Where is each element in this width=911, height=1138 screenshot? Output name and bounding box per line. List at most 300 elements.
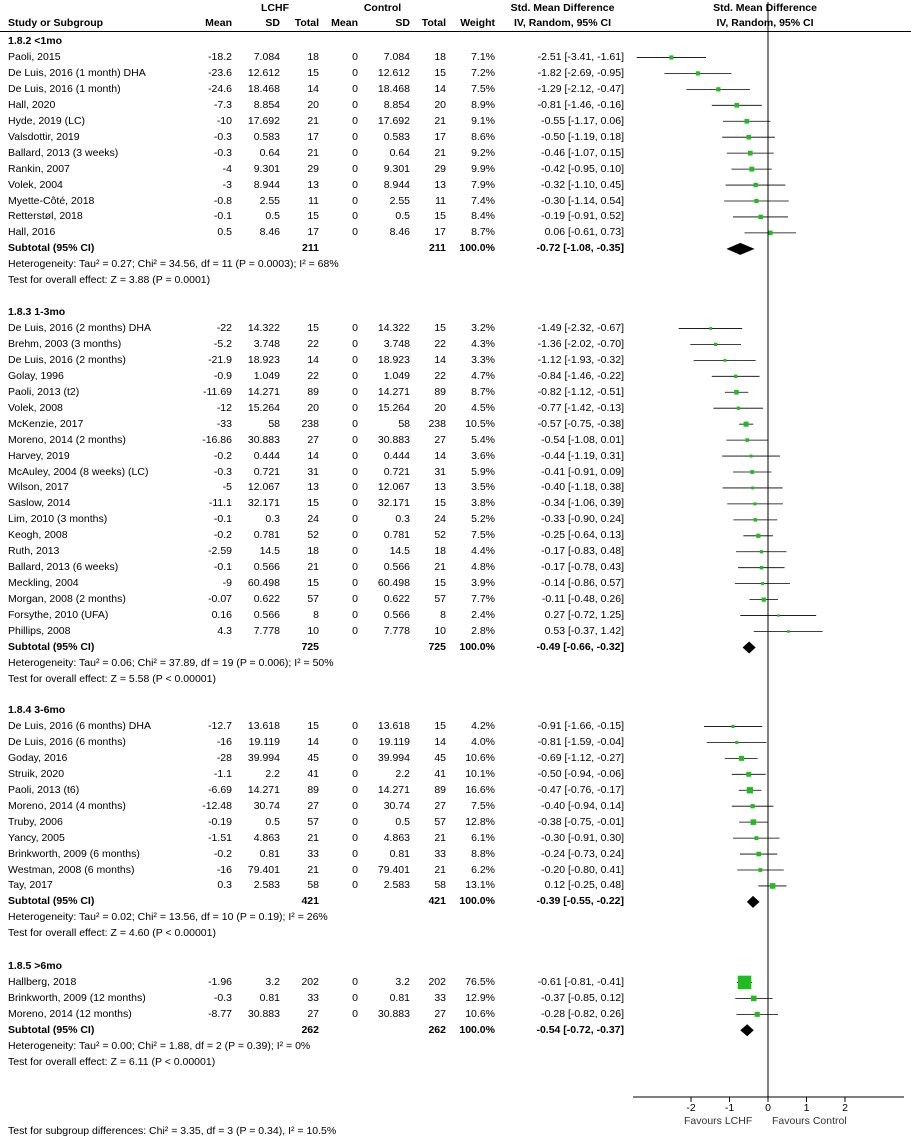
point-estimate <box>744 119 749 124</box>
study-weight: 4.3% <box>471 337 495 350</box>
study-n1: 15 <box>307 66 319 79</box>
study-ci-text: 0.53 [-0.37, 1.42] <box>544 625 624 637</box>
x-tick-label: -1 <box>724 1102 735 1114</box>
study-m1: -16 <box>216 863 232 876</box>
study-sd1: 9.301 <box>253 162 280 175</box>
study-sd1: 2.2 <box>265 767 280 780</box>
study-ci-text: -0.37 [-0.85, 0.12] <box>541 991 624 1004</box>
study-sd2: 2.2 <box>395 767 410 780</box>
header-weight: Weight <box>460 17 495 29</box>
study-n1: 238 <box>301 417 319 430</box>
study-ci-text: -1.12 [-1.93, -0.32] <box>537 353 624 366</box>
study-m2: 0 <box>352 783 358 796</box>
study-n1: 21 <box>307 114 319 127</box>
study-n2: 21 <box>434 146 446 159</box>
header-total-lchf: Total <box>294 17 319 29</box>
study-ci-text: -0.17 [-0.78, 0.43] <box>541 561 624 574</box>
study-sd1: 60.498 <box>247 577 280 590</box>
study-n2: 15 <box>434 719 446 732</box>
study-ci-text: -1.82 [-2.69, -0.95] <box>537 66 624 79</box>
study-ci-text: -0.84 [-1.46, -0.22] <box>537 369 624 382</box>
study-sd2: 8.854 <box>383 98 410 111</box>
study-m2: 0 <box>352 751 358 764</box>
study-sd2: 3.748 <box>383 337 410 350</box>
study-weight: 2.4% <box>471 609 495 622</box>
header-control: Control <box>363 2 402 14</box>
study-n1: 21 <box>307 561 319 574</box>
study-sd1: 0.721 <box>253 465 280 478</box>
subtotal-diamond <box>740 1024 753 1036</box>
study-m2: 0 <box>352 178 358 191</box>
study-sd1: 12.067 <box>247 481 280 494</box>
study-sd1: 0.781 <box>253 529 280 542</box>
overall-effect-text: Test for overall effect: Z = 3.88 (P = 0.0001) <box>8 274 211 287</box>
study-n2: 58 <box>434 879 446 892</box>
study-sd2: 0.781 <box>383 529 410 542</box>
study-weight: 9.1% <box>471 114 495 127</box>
study-m1: -0.1 <box>213 513 232 526</box>
study-n2: 14 <box>434 353 446 366</box>
study-n2: 27 <box>434 1007 446 1020</box>
study-sd2: 0.5 <box>395 210 410 223</box>
study-n1: 15 <box>307 719 319 732</box>
study-sd1: 0.5 <box>265 210 280 223</box>
study-n1: 22 <box>307 337 319 350</box>
study-sd1: 0.64 <box>259 146 280 159</box>
study-n2: 13 <box>434 178 446 191</box>
study-m1: 4.3 <box>217 625 232 637</box>
study-weight: 7.1% <box>471 50 495 63</box>
study-n1: 27 <box>307 799 319 812</box>
study-m2: 0 <box>352 799 358 812</box>
study-weight: 3.2% <box>471 321 495 334</box>
study-ci-text: -0.25 [-0.64, 0.13] <box>541 529 624 542</box>
study-name: Brinkworth, 2009 (6 months) <box>8 847 140 860</box>
subtotal-label: Subtotal (95% CI) <box>8 242 95 255</box>
study-n1: 10 <box>307 625 319 637</box>
study-name: Myette-Côté, 2018 <box>8 194 95 207</box>
point-estimate <box>754 183 758 187</box>
study-m1: -0.8 <box>213 194 232 207</box>
study-n2: 20 <box>434 401 446 414</box>
study-sd2: 15.264 <box>377 401 410 414</box>
point-estimate <box>760 550 763 553</box>
study-n1: 18 <box>307 50 319 63</box>
study-ci-text: -1.36 [-2.02, -0.70] <box>537 337 624 350</box>
study-sd1: 8.46 <box>259 226 280 239</box>
study-n1: 21 <box>307 831 319 844</box>
study-m2: 0 <box>352 719 358 732</box>
study-sd1: 0.5 <box>265 815 280 828</box>
study-ci-text: -0.69 [-1.12, -0.27] <box>537 751 624 764</box>
study-weight: 5.9% <box>471 465 495 478</box>
study-ci-text: -0.30 [-1.14, 0.54] <box>541 194 624 207</box>
study-weight: 4.8% <box>471 561 495 574</box>
study-m2: 0 <box>352 545 358 558</box>
study-n1: 27 <box>307 1007 319 1020</box>
study-weight: 10.1% <box>465 767 495 780</box>
study-sd2: 0.5 <box>395 815 410 828</box>
study-n2: 52 <box>434 529 446 542</box>
study-m2: 0 <box>352 593 358 606</box>
study-sd1: 79.401 <box>247 863 280 876</box>
study-n1: 21 <box>307 146 319 159</box>
heterogeneity-text: Heterogeneity: Tau² = 0.02; Chi² = 13.56, df = 10 (P = 0.19); I² = 26% <box>8 911 328 924</box>
study-name: Tay, 2017 <box>8 879 53 892</box>
study-n2: 27 <box>434 433 446 446</box>
study-m2: 0 <box>352 98 358 111</box>
study-weight: 7.4% <box>471 194 495 207</box>
study-n2: 57 <box>434 593 446 606</box>
study-n2: 33 <box>434 991 446 1004</box>
study-ci-text: -0.38 [-0.75, -0.01] <box>537 815 624 828</box>
study-m1: 0.3 <box>217 879 232 892</box>
point-estimate <box>761 582 764 585</box>
study-sd2: 30.74 <box>383 799 410 812</box>
study-sd1: 58 <box>268 417 280 430</box>
study-n1: 89 <box>307 385 319 398</box>
study-sd2: 0.64 <box>389 146 410 159</box>
study-n2: 24 <box>434 513 446 526</box>
study-sd1: 0.583 <box>253 130 280 143</box>
point-estimate <box>746 135 751 140</box>
study-sd2: 9.301 <box>383 162 410 175</box>
study-n2: 20 <box>434 98 446 111</box>
study-m1: 0.5 <box>217 226 232 239</box>
point-estimate <box>714 343 717 346</box>
subtotal-diamond <box>747 896 760 908</box>
study-m2: 0 <box>352 114 358 127</box>
study-weight: 16.6% <box>465 783 495 796</box>
study-weight: 3.6% <box>471 449 495 462</box>
study-sd1: 3.748 <box>253 337 280 350</box>
study-m1: -23.6 <box>208 66 232 79</box>
study-name: Moreno, 2014 (12 months) <box>8 1007 132 1020</box>
point-estimate <box>745 438 749 442</box>
overall-effect-text: Test for overall effect: Z = 6.11 (P < 0.00001) <box>8 1055 216 1068</box>
study-name: Meckling, 2004 <box>8 577 79 590</box>
study-weight: 8.7% <box>471 226 495 239</box>
study-n1: 31 <box>307 465 319 478</box>
point-estimate <box>754 518 758 522</box>
study-m2: 0 <box>352 162 358 175</box>
study-weight: 5.2% <box>471 513 495 526</box>
study-sd2: 30.883 <box>377 433 410 446</box>
point-estimate <box>749 167 754 172</box>
study-m1: -28 <box>216 751 232 764</box>
study-sd2: 18.468 <box>377 82 410 95</box>
study-m2: 0 <box>352 465 358 478</box>
point-estimate <box>735 741 738 744</box>
study-m1: -2.59 <box>208 545 232 558</box>
study-sd2: 8.944 <box>383 178 410 191</box>
study-sd1: 15.264 <box>247 401 280 414</box>
study-name: Ballard, 2013 (3 weeks) <box>8 146 119 159</box>
study-m2: 0 <box>352 991 358 1004</box>
study-weight: 13.1% <box>465 879 495 892</box>
study-sd1: 18.468 <box>247 82 280 95</box>
study-n1: 29 <box>307 162 319 175</box>
study-name: De Luis, 2016 (1 month) <box>8 82 121 95</box>
study-n1: 202 <box>301 975 319 988</box>
subtotal-diamond <box>743 641 756 653</box>
study-name: Retterstøl, 2018 <box>8 210 83 223</box>
subtotal-diamond <box>726 243 754 255</box>
header-lchf: LCHF <box>261 2 289 14</box>
study-sd1: 39.994 <box>247 751 280 764</box>
study-sd1: 8.854 <box>253 98 280 111</box>
study-m2: 0 <box>352 385 358 398</box>
study-n2: 15 <box>434 66 446 79</box>
study-name: Goday, 2016 <box>8 751 68 764</box>
study-n1: 52 <box>307 529 319 542</box>
study-ci-text: -0.28 [-0.82, 0.26] <box>541 1007 624 1020</box>
study-m2: 0 <box>352 735 358 748</box>
study-n1: 27 <box>307 433 319 446</box>
study-m1: -0.2 <box>213 847 232 860</box>
subgroup-label: 1.8.5 >6mo <box>8 960 62 972</box>
study-n1: 13 <box>307 178 319 191</box>
study-m1: -1.51 <box>208 831 232 844</box>
subtotal-n2: 262 <box>428 1023 446 1036</box>
point-estimate <box>751 487 754 490</box>
study-m2: 0 <box>352 226 358 239</box>
heterogeneity-text: Heterogeneity: Tau² = 0.00; Chi² = 1.88, df = 2 (P = 0.39); I² = 0% <box>8 1039 311 1052</box>
study-n1: 15 <box>307 210 319 223</box>
study-m1: -6.69 <box>208 783 232 796</box>
subtotal-n2: 211 <box>429 242 446 255</box>
study-sd1: 7.084 <box>253 50 280 63</box>
study-m2: 0 <box>352 146 358 159</box>
study-n1: 20 <box>307 401 319 414</box>
study-sd2: 58 <box>398 417 410 430</box>
study-n2: 10 <box>434 625 446 637</box>
study-name: Volek, 2008 <box>8 401 63 414</box>
study-sd1: 0.81 <box>259 847 280 860</box>
study-n2: 33 <box>434 847 446 860</box>
study-sd2: 0.3 <box>395 513 410 526</box>
study-sd1: 14.322 <box>247 321 280 334</box>
study-ci-text: -0.82 [-1.12, -0.51] <box>537 385 624 398</box>
study-n2: 18 <box>434 545 446 558</box>
study-m2: 0 <box>352 577 358 590</box>
study-weight: 4.7% <box>471 369 495 382</box>
study-m1: -5.2 <box>213 337 232 350</box>
study-sd2: 0.444 <box>383 449 410 462</box>
study-ci-text: -1.29 [-2.12, -0.47] <box>537 82 624 95</box>
study-name: Moreno, 2014 (4 months) <box>8 799 126 812</box>
study-weight: 4.5% <box>471 401 495 414</box>
study-weight: 6.1% <box>471 831 495 844</box>
study-n1: 14 <box>307 449 319 462</box>
study-m1: -7.3 <box>213 98 232 111</box>
study-n1: 45 <box>307 751 319 764</box>
study-sd1: 12.612 <box>247 66 280 79</box>
study-ci-text: -0.81 [-1.59, -0.04] <box>537 735 624 748</box>
study-ci-text: -0.54 [-1.08, 0.01] <box>541 433 624 446</box>
study-ci-text: -0.77 [-1.42, -0.13] <box>537 401 624 414</box>
study-m2: 0 <box>352 321 358 334</box>
study-n1: 58 <box>307 879 319 892</box>
point-estimate <box>768 231 773 236</box>
point-estimate <box>770 883 776 889</box>
favours-lchf-label: Favours LCHF <box>684 1115 753 1127</box>
study-n2: 21 <box>434 114 446 127</box>
study-n2: 14 <box>434 449 446 462</box>
study-weight: 9.2% <box>471 146 495 159</box>
study-ci-text: -2.51 [-3.41, -1.61] <box>537 50 624 63</box>
study-n1: 17 <box>307 130 319 143</box>
subtotal-label: Subtotal (95% CI) <box>8 640 95 653</box>
study-sd1: 30.74 <box>253 799 280 812</box>
point-estimate <box>750 470 754 474</box>
study-weight: 7.5% <box>471 82 495 95</box>
study-sd1: 19.119 <box>248 735 280 748</box>
point-estimate <box>787 630 790 633</box>
study-name: Brinkworth, 2009 (12 months) <box>8 991 146 1004</box>
study-m1: -0.07 <box>208 593 232 606</box>
study-weight: 10.5% <box>465 417 495 430</box>
study-weight: 3.8% <box>471 497 495 510</box>
study-sd2: 2.55 <box>389 194 410 207</box>
point-estimate <box>716 87 720 91</box>
study-m2: 0 <box>352 417 358 430</box>
point-estimate <box>747 787 753 793</box>
study-m2: 0 <box>352 831 358 844</box>
subtotal-n2: 725 <box>428 640 446 653</box>
study-m2: 0 <box>352 449 358 462</box>
study-n2: 89 <box>434 385 446 398</box>
study-weight: 7.5% <box>471 529 495 542</box>
study-weight: 4.2% <box>471 719 495 732</box>
study-ci-text: -0.46 [-1.07, 0.15] <box>541 146 624 159</box>
study-m2: 0 <box>352 194 358 207</box>
study-sd1: 30.883 <box>247 433 280 446</box>
study-n2: 45 <box>434 751 446 764</box>
study-weight: 12.8% <box>465 815 495 828</box>
subtotal-label: Subtotal (95% CI) <box>8 1023 95 1036</box>
point-estimate <box>750 455 753 458</box>
point-estimate <box>748 151 753 156</box>
study-m1: -5 <box>222 481 232 494</box>
subtotal-n2: 421 <box>428 895 446 908</box>
study-name: Harvey, 2019 <box>8 449 70 462</box>
subtotal-ci: -0.39 [-0.55, -0.22] <box>536 895 624 908</box>
study-name: Ruth, 2013 <box>8 545 60 558</box>
point-estimate <box>696 71 700 75</box>
study-name: Westman, 2008 (6 months) <box>8 863 135 876</box>
study-m1: -3 <box>222 178 232 191</box>
study-m2: 0 <box>352 353 358 366</box>
study-n1: 14 <box>307 353 319 366</box>
header-smd-left-title: Std. Mean Difference <box>510 2 615 14</box>
study-ci-text: -0.19 [-0.91, 0.52] <box>541 210 624 223</box>
study-m1: -0.3 <box>213 146 232 159</box>
point-estimate <box>746 772 751 777</box>
study-m1: -9 <box>222 577 232 590</box>
study-sd2: 0.583 <box>383 130 410 143</box>
point-estimate <box>723 359 726 362</box>
study-weight: 4.0% <box>471 735 495 748</box>
study-m1: -16 <box>216 735 232 748</box>
point-estimate <box>738 976 752 990</box>
point-estimate <box>751 996 757 1002</box>
study-name: Paoli, 2013 (t6) <box>8 783 80 796</box>
study-n2: 22 <box>434 337 446 350</box>
study-ci-text: -0.30 [-0.91, 0.30] <box>541 831 624 844</box>
study-name: Brehm, 2003 (3 months) <box>8 337 122 350</box>
subtotal-label: Subtotal (95% CI) <box>8 895 95 908</box>
point-estimate <box>755 836 759 840</box>
study-sd1: 32.171 <box>247 497 280 510</box>
favours-control-label: Favours Control <box>772 1115 847 1127</box>
study-m1: -21.9 <box>208 353 232 366</box>
study-n2: 29 <box>434 162 446 175</box>
study-weight: 7.7% <box>471 593 495 606</box>
study-name: Truby, 2006 <box>8 815 63 828</box>
study-n2: 22 <box>434 369 446 382</box>
study-name: Hyde, 2019 (LC) <box>8 114 86 127</box>
point-estimate <box>756 534 760 538</box>
study-weight: 76.5% <box>465 975 495 988</box>
study-m2: 0 <box>352 815 358 828</box>
study-n2: 14 <box>434 82 446 95</box>
study-m1: -10 <box>216 114 232 127</box>
study-m1: 0.16 <box>211 609 232 622</box>
study-m2: 0 <box>352 337 358 350</box>
study-ci-text: -0.42 [-0.95, 0.10] <box>541 162 624 175</box>
subtotal-n1: 421 <box>301 895 319 908</box>
study-m1: -18.2 <box>208 50 232 63</box>
study-m1: -24.6 <box>208 82 232 95</box>
study-weight: 8.4% <box>471 210 495 223</box>
point-estimate <box>753 502 756 505</box>
study-ci-text: -0.34 [-1.06, 0.39] <box>541 497 624 510</box>
study-name: Hallberg, 2018 <box>8 975 77 988</box>
study-ci-text: -0.57 [-0.75, -0.38] <box>537 417 624 430</box>
study-n1: 57 <box>307 593 319 606</box>
study-name: Paoli, 2015 <box>8 50 61 63</box>
point-estimate <box>709 327 712 330</box>
study-name: Rankin, 2007 <box>8 162 70 175</box>
study-name: McKenzie, 2017 <box>8 417 84 430</box>
study-n2: 27 <box>434 799 446 812</box>
study-sd2: 17.692 <box>377 114 410 127</box>
study-sd1: 8.944 <box>253 178 280 191</box>
study-m2: 0 <box>352 529 358 542</box>
x-tick-label: 1 <box>803 1102 810 1114</box>
study-ci-text: -0.81 [-1.46, -0.16] <box>537 98 624 111</box>
subtotal-n1: 262 <box>301 1023 319 1036</box>
study-sd1: 0.566 <box>253 561 280 574</box>
study-m1: -0.9 <box>213 369 232 382</box>
study-n2: 21 <box>434 561 446 574</box>
study-sd2: 14.5 <box>389 545 410 558</box>
study-name: Phillips, 2008 <box>8 625 71 637</box>
study-sd2: 0.81 <box>389 991 410 1004</box>
study-ci-text: -0.14 [-0.86, 0.57] <box>541 577 624 590</box>
study-n2: 15 <box>434 210 446 223</box>
subgroup-label: 1.8.4 3-6mo <box>8 704 66 716</box>
subtotal-ci: -0.72 [-1.08, -0.35] <box>536 242 624 255</box>
heterogeneity-text: Heterogeneity: Tau² = 0.27; Chi² = 34.56, df = 11 (P = 0.0003); I² = 68% <box>8 258 339 271</box>
header-smd-right-title: Std. Mean Difference <box>713 2 817 14</box>
header-study: Study or Subgroup <box>8 17 104 29</box>
study-name: De Luis, 2016 (6 months) <box>8 735 126 748</box>
study-m2: 0 <box>352 497 358 510</box>
study-sd2: 14.322 <box>377 321 410 334</box>
study-name: Paoli, 2013 (t2) <box>8 385 80 398</box>
